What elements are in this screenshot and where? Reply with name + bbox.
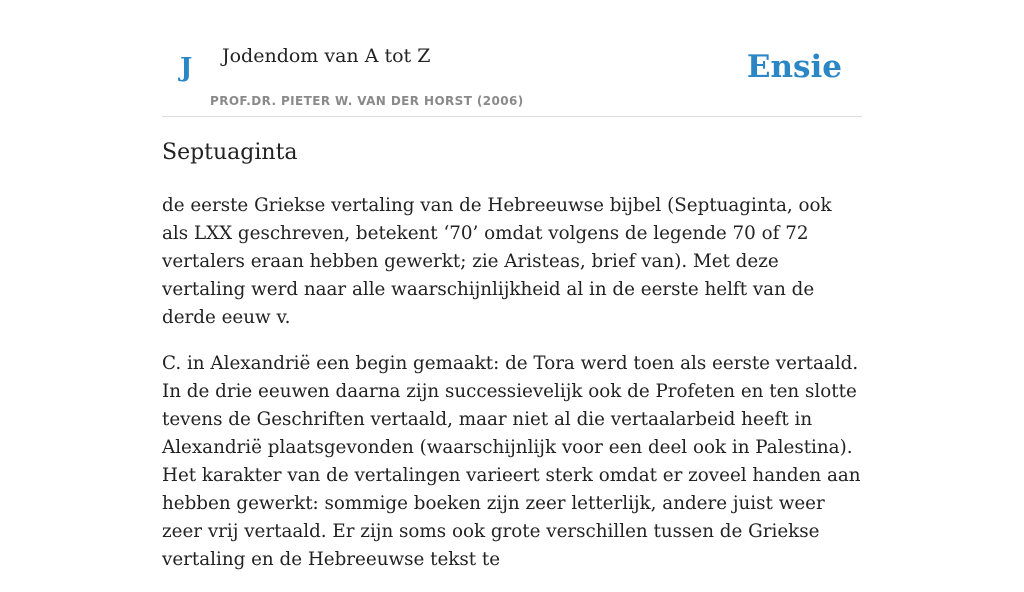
book-letter-icon[interactable]: J bbox=[180, 53, 193, 83]
entry-body bbox=[162, 192, 862, 592]
entry-paragraph-1: de eerste Griekse vertaling van de Hebreeuwse bijbel (Septuaginta, ook als LXX geschreven, betekent ‘70’ omdat volgens de legende 70 of 72 vertalers eraan hebben gewerkt; zie Aristeas, brief van). Met deze vertaling werd naar alle waarschijnlijkheid al in de eerste helft van de derde eeuw v. bbox=[162, 195, 832, 328]
book-header bbox=[162, 0, 862, 117]
entry-title: Septuaginta bbox=[162, 140, 298, 165]
book-author: PROF.DR. PIETER W. VAN DER HORST (2006) bbox=[210, 94, 524, 108]
entry-paragraph-2: C. in Alexandrië een begin gemaakt: de Tora werd toen als eerste vertaald. In de drie eeuwen daarna zijn successievelijk ook de Profeten en ten slotte tevens de Geschriften vertaald, maar niet al die vertaalarbeid heeft in Alexandrië plaatsgevonden (waarschijnlijk voor een deel ook in Palestina). Het karakter van de vertalingen varieert sterk omdat er zoveel handen aan hebben gewerkt: sommige boeken zijn zeer letterlijk, andere juist weer zeer vrij vertaald. Er zijn soms ook grote verschillen tussen de Griekse vertaling en de Hebreeuwse tekst te bbox=[162, 353, 861, 570]
ensie-logo[interactable]: Ensie bbox=[746, 49, 842, 85]
book-title-link[interactable]: Jodendom van A tot Z bbox=[222, 45, 431, 67]
